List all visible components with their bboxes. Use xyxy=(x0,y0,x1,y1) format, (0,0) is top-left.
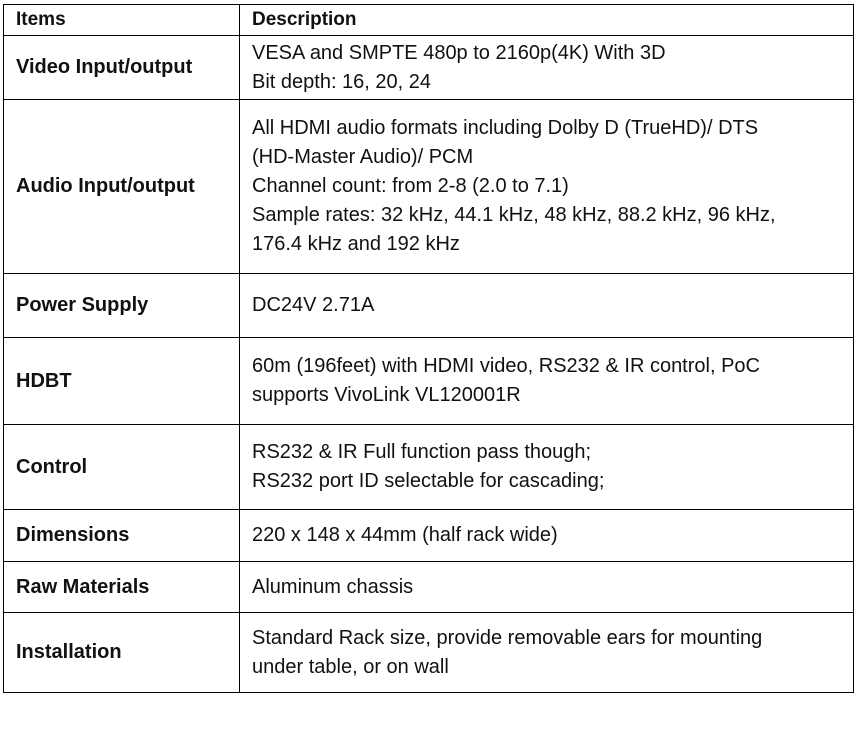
item-description xyxy=(240,510,854,562)
description-line: (HD-Master Audio)/ PCM xyxy=(252,146,474,168)
item-label: HDBT xyxy=(4,338,240,425)
table-row xyxy=(4,338,854,425)
spec-table xyxy=(3,4,854,693)
description-line: Aluminum chassis xyxy=(252,575,414,598)
table-header-row xyxy=(4,5,854,36)
description-line: Channel count: from 2-8 (2.0 to 7.1) xyxy=(252,175,569,197)
item-description xyxy=(240,613,854,693)
item-label: Installation xyxy=(4,613,240,693)
description-line: All HDMI audio formats including Dolby D (TrueHD)/ DTS xyxy=(252,117,759,139)
description-line: DC24V 2.71A xyxy=(252,294,375,316)
table-row xyxy=(4,100,854,274)
table-row xyxy=(4,36,854,100)
table-row xyxy=(4,425,854,510)
item-label: Audio Input/output xyxy=(4,100,240,274)
description-line: RS232 port ID selectable for cascading; xyxy=(252,470,605,492)
item-label: Power Supply xyxy=(4,274,240,338)
description-line: 60m (196feet) with HDMI video, RS232 & IR control, PoC xyxy=(252,355,760,377)
table-row xyxy=(4,274,854,338)
item-label: Dimensions xyxy=(4,510,240,562)
table-row xyxy=(4,510,854,562)
description-line: Standard Rack size, provide removable ears for mounting xyxy=(252,626,763,649)
item-label: Video Input/output xyxy=(4,36,240,100)
item-description xyxy=(240,562,854,613)
header-items: Items xyxy=(4,5,240,36)
item-description xyxy=(240,274,854,338)
description-line: under table, or on wall xyxy=(252,655,449,678)
item-description xyxy=(240,36,854,100)
description-line: VESA and SMPTE 480p to 2160p(4K) With 3D xyxy=(252,41,666,64)
item-description xyxy=(240,425,854,510)
item-label: Control xyxy=(4,425,240,510)
description-line: RS232 & IR Full function pass though; xyxy=(252,441,592,463)
description-line: supports VivoLink VL120001R xyxy=(252,384,521,406)
item-description xyxy=(240,100,854,274)
description-line: 220 x 148 x 44mm (half rack wide) xyxy=(252,524,558,546)
description-line: Bit depth: 16, 20, 24 xyxy=(252,70,432,93)
item-description xyxy=(240,338,854,425)
table-row xyxy=(4,562,854,613)
description-line: 176.4 kHz and 192 kHz xyxy=(252,233,460,255)
header-description: Description xyxy=(240,5,854,36)
table-row xyxy=(4,613,854,693)
item-label: Raw Materials xyxy=(4,562,240,613)
description-line: Sample rates: 32 kHz, 44.1 kHz, 48 kHz, 88.2 kHz, 96 kHz, xyxy=(252,204,776,226)
